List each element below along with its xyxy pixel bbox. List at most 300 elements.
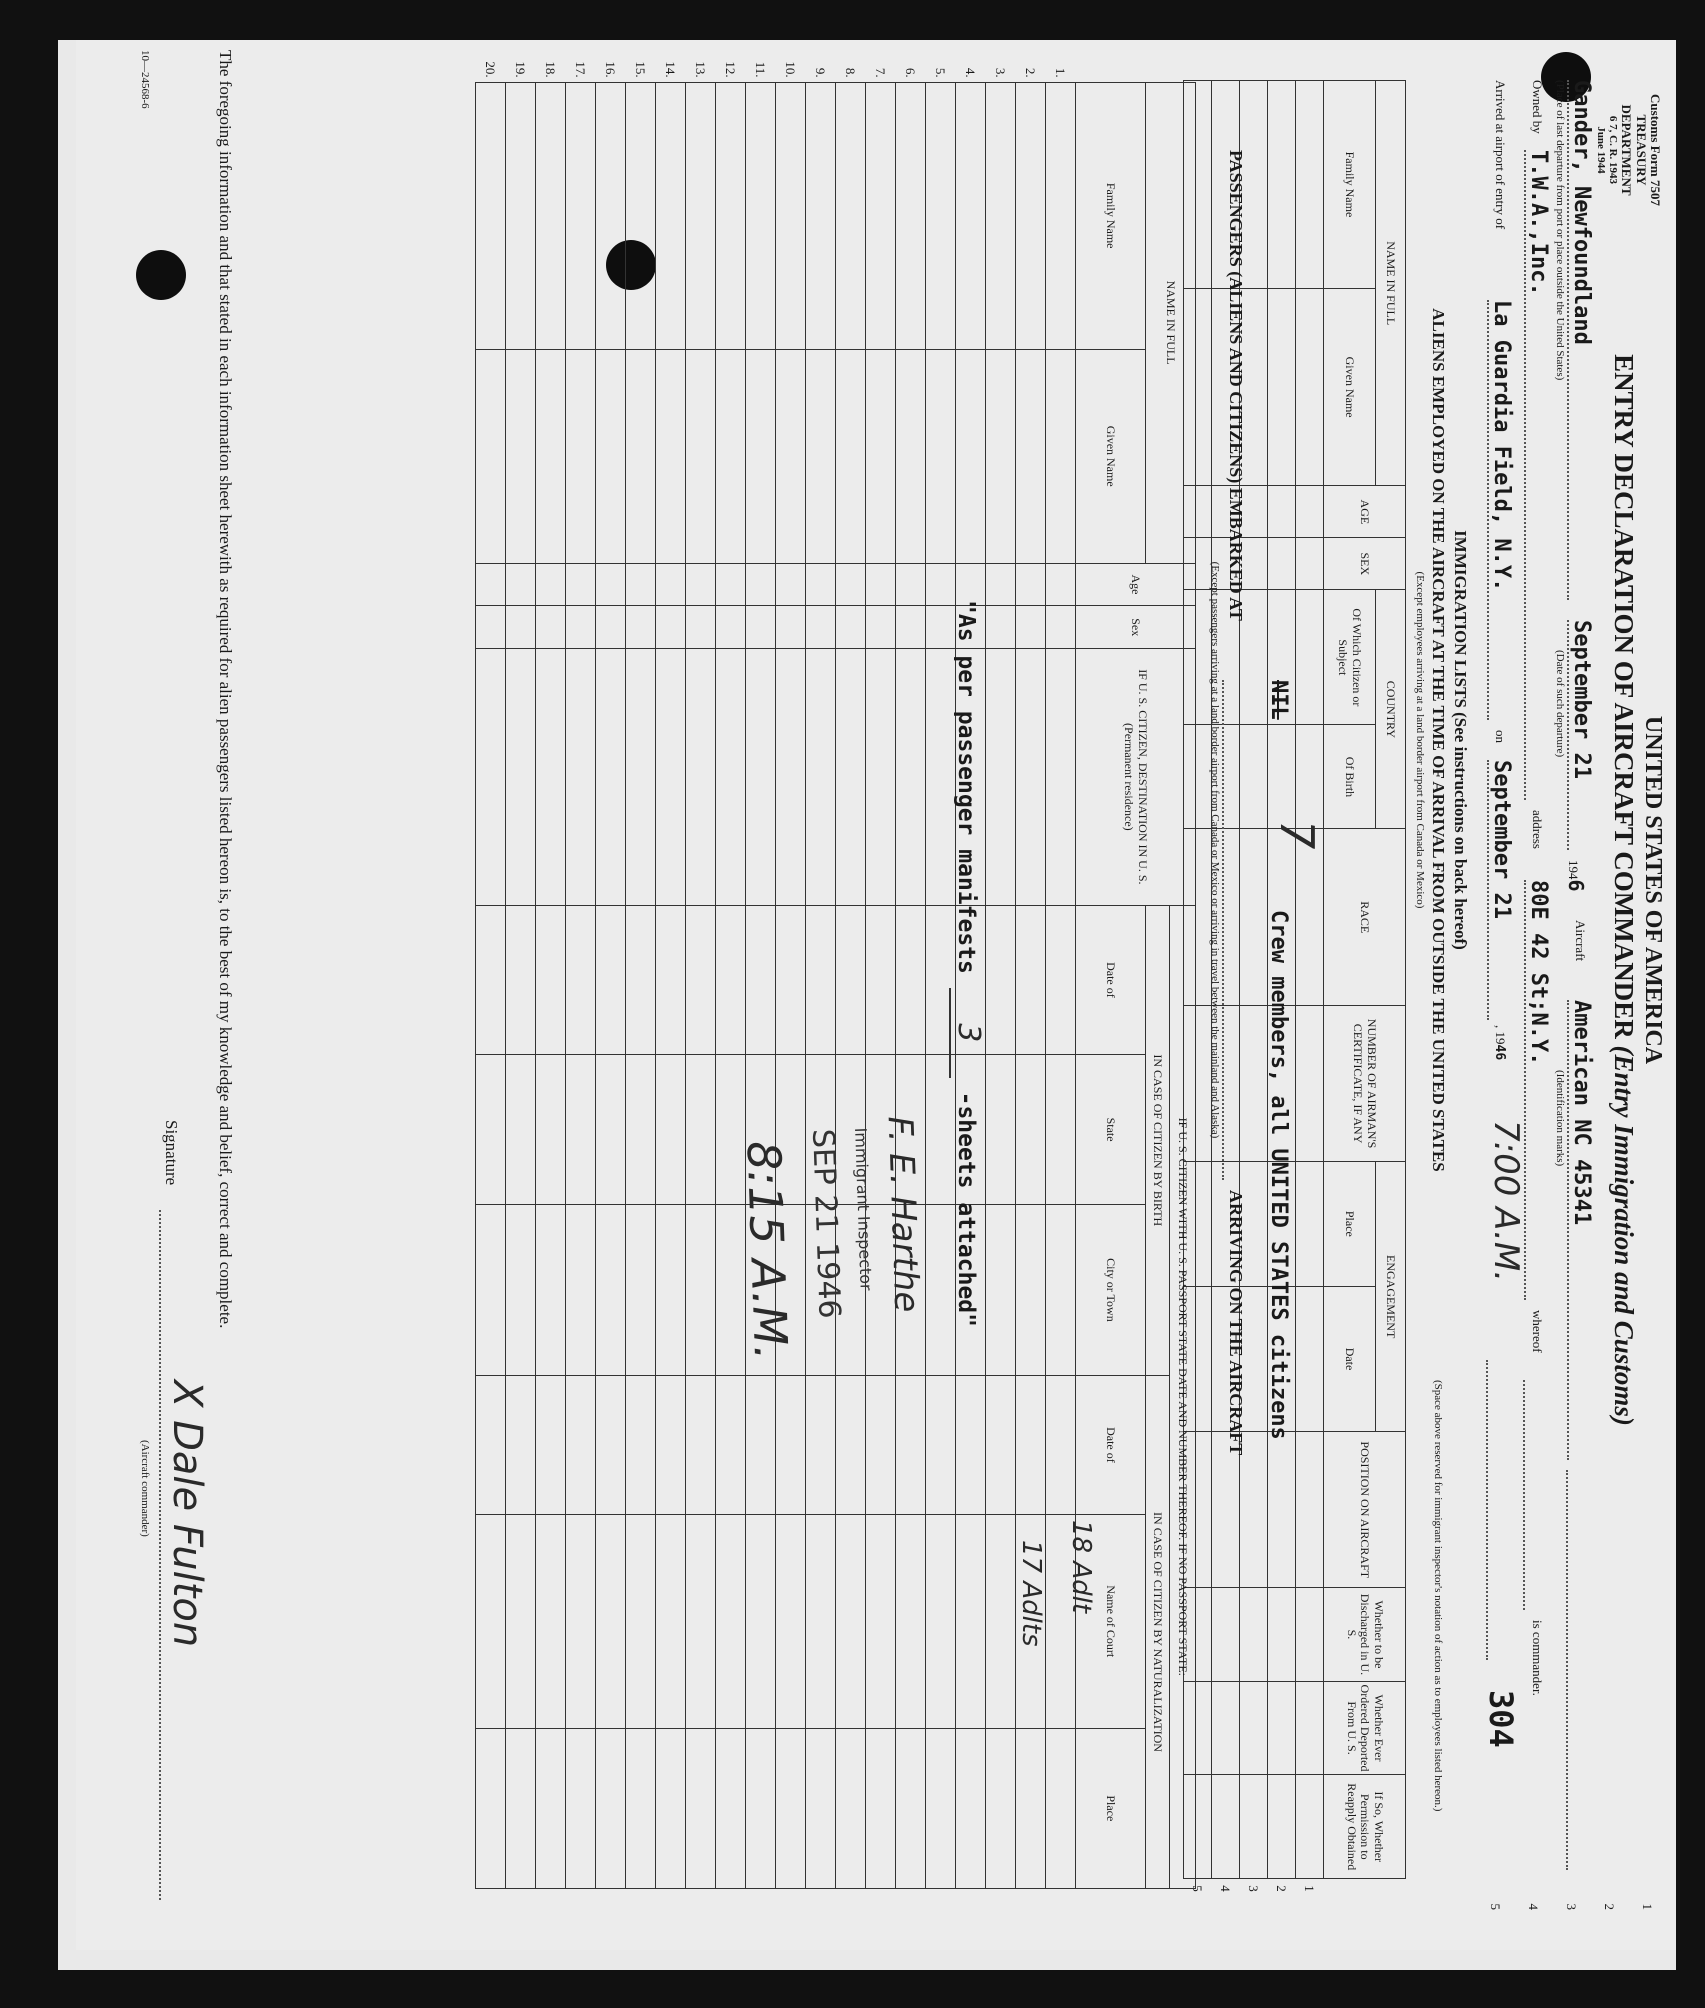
punch-hole	[136, 250, 186, 300]
passenger-row-number: 5.	[926, 50, 956, 82]
passenger-cell	[716, 649, 746, 906]
passenger-cell	[536, 1055, 566, 1205]
title-italic: (Entry Immigration and Customs)	[1609, 1045, 1639, 1426]
department: TREASURY DEPARTMENT	[1619, 104, 1649, 196]
passenger-row-number: 15.	[626, 50, 656, 82]
passenger-cell	[506, 82, 536, 349]
passenger-row-number: 14.	[656, 50, 686, 82]
passenger-cell	[896, 649, 926, 906]
passenger-cell	[476, 1204, 506, 1375]
passenger-cell	[656, 649, 686, 906]
passenger-cell	[536, 1514, 566, 1728]
line-numbers	[1476, 1890, 1666, 1910]
passenger-cell	[686, 905, 716, 1055]
passenger-cell	[536, 1375, 566, 1514]
passenger-cell	[986, 563, 1016, 606]
departure-year-prefix: 194	[1566, 860, 1581, 880]
passenger-cell	[926, 349, 956, 563]
passenger-cell	[956, 1514, 986, 1728]
passenger-cell	[1016, 606, 1046, 649]
passenger-cell	[1016, 1728, 1046, 1888]
passenger-header-age: Age	[1076, 563, 1196, 606]
handwritten-crew-count: 7	[1270, 820, 1324, 850]
crew-header-discharged: Whether to be Discharged in U. S.	[1324, 1588, 1406, 1682]
passenger-cell	[776, 82, 806, 349]
passenger-cell	[656, 905, 686, 1055]
passenger-cell	[626, 1375, 656, 1514]
passenger-cell	[1046, 1728, 1076, 1888]
owner-address: 80E 42 St;N.Y.	[1524, 880, 1551, 1300]
passenger-row-number: 13.	[686, 50, 716, 82]
passenger-cell	[716, 1514, 746, 1728]
passenger-cell	[716, 349, 746, 563]
passenger-cell	[986, 1514, 1016, 1728]
crew-row-number: 4	[1218, 1885, 1234, 1892]
signature-caption: (Aircraft commander)	[139, 1440, 151, 1537]
passenger-cell	[626, 905, 656, 1055]
passenger-cell	[776, 649, 806, 906]
passenger-header-city: City or Town	[1076, 1204, 1146, 1375]
passenger-cell	[1016, 1375, 1046, 1514]
crew-header-engagement-date: Date	[1324, 1286, 1376, 1432]
passenger-header-sex: Sex	[1076, 606, 1196, 649]
passenger-cell	[896, 349, 926, 563]
passenger-cell	[896, 563, 926, 606]
owner-name: T.W.A.,Inc.	[1524, 150, 1551, 800]
passenger-cell	[836, 563, 866, 606]
struck-nil-text: NIL	[1266, 680, 1291, 720]
passenger-cell	[596, 1375, 626, 1514]
passenger-cell	[476, 82, 506, 349]
passenger-typed-overlay	[949, 600, 986, 1327]
passenger-row-number: 3.	[986, 50, 1016, 82]
passenger-cell	[566, 606, 596, 649]
passenger-cell	[566, 1375, 596, 1514]
passenger-cell	[476, 1728, 506, 1888]
passenger-row-number: 20.	[476, 50, 506, 82]
passenger-cell	[806, 563, 836, 606]
passenger-row	[806, 50, 836, 1910]
passenger-row	[686, 50, 716, 1910]
passenger-cell	[986, 905, 1016, 1055]
inspector-stamp	[660, 1116, 932, 1485]
passenger-row	[866, 50, 896, 1910]
passenger-cell	[1016, 1204, 1046, 1375]
passenger-cell	[806, 606, 836, 649]
passenger-cell	[536, 563, 566, 606]
passenger-cell	[1046, 905, 1076, 1055]
passenger-cell	[686, 82, 716, 349]
passenger-cell	[506, 1728, 536, 1888]
passenger-cell	[776, 606, 806, 649]
passenger-cell	[1046, 1204, 1076, 1375]
passenger-cell	[1046, 349, 1076, 563]
passenger-cell	[746, 563, 776, 606]
crew-header-given: Given Name	[1324, 288, 1376, 486]
crew-header-position: POSITION ON AIRCRAFT	[1324, 1432, 1406, 1588]
crew-typed-overlay: Crew members, all UNITED STATES citizens	[1266, 910, 1291, 1440]
passenger-cell	[716, 563, 746, 606]
passenger-cell	[866, 563, 896, 606]
passenger-cell	[686, 1514, 716, 1728]
passenger-cell	[866, 82, 896, 349]
passenger-row-number: 11.	[746, 50, 776, 82]
line-number: 2	[1602, 1903, 1617, 1910]
crew-row-number: 5	[1190, 1885, 1206, 1892]
passenger-header-state: State	[1076, 1055, 1146, 1205]
overlay-end: -sheets attached"	[953, 1091, 979, 1327]
line-blank	[1566, 1470, 1594, 1870]
passenger-cell	[1016, 649, 1046, 906]
passenger-cell	[866, 649, 896, 906]
passenger-cell	[596, 905, 626, 1055]
passenger-cell	[896, 905, 926, 1055]
passenger-cell	[596, 649, 626, 906]
form-identifier	[1595, 80, 1662, 220]
passenger-cell	[626, 606, 656, 649]
passenger-cell	[626, 1204, 656, 1375]
overlay-start: "As per passenger manifests	[953, 600, 979, 974]
form-title	[1608, 240, 1639, 1540]
crew-header-citizen: Of Which Citizen or Subject	[1324, 590, 1376, 725]
passenger-row-number: 17.	[566, 50, 596, 82]
passenger-cell	[716, 82, 746, 349]
passenger-cell	[776, 349, 806, 563]
passenger-row	[746, 50, 776, 1910]
passenger-cell	[746, 349, 776, 563]
passenger-cell	[566, 563, 596, 606]
passenger-cell	[626, 82, 656, 349]
passenger-cell	[506, 1514, 536, 1728]
crew-header-engagement-place: Place	[1324, 1162, 1376, 1287]
line-number: 1	[1640, 1903, 1655, 1910]
print-code: 10—24568-6	[139, 50, 151, 109]
passenger-row	[596, 50, 626, 1910]
cfr-reference: 6 7, C. R. 1943	[1607, 115, 1620, 185]
handwritten-totals-second: 17 Adlts	[1016, 1540, 1046, 1647]
passenger-row	[836, 50, 866, 1910]
passenger-row	[716, 50, 746, 1910]
passenger-cell	[836, 905, 866, 1055]
passenger-cell	[656, 606, 686, 649]
passenger-row-number: 1.	[1046, 50, 1076, 82]
passenger-cell	[746, 1514, 776, 1728]
passenger-cell	[866, 606, 896, 649]
passenger-cell	[806, 82, 836, 349]
passenger-cell	[866, 905, 896, 1055]
passenger-cell	[896, 82, 926, 349]
passenger-cell	[536, 606, 566, 649]
aircraft-marks: American NC 45341	[1567, 1000, 1594, 1460]
passenger-row-number: 2.	[1016, 50, 1046, 82]
arrival-year	[1492, 1025, 1508, 1060]
passenger-cell	[536, 649, 566, 906]
passenger-cell	[626, 1728, 656, 1888]
passenger-cell	[506, 1055, 536, 1205]
crew-header-airman: NUMBER OF AIRMAN'S CERTIFICATE, IF ANY	[1324, 1006, 1406, 1162]
country-heading: UNITED STATES OF AMERICA	[1640, 715, 1666, 1065]
handwritten-totals: 18 Adlt	[1066, 1520, 1096, 1614]
passenger-cell	[506, 563, 536, 606]
passenger-cell	[656, 349, 686, 563]
crew-header-age: AGE	[1324, 486, 1406, 538]
declaration: The foregoing information and that stated in each information sheet herewith as required for alien passengers listed hereon is, to the best of my knowledge and belief, correct and complete.	[216, 50, 235, 1329]
crew-header-name: NAME IN FULL	[1376, 81, 1406, 486]
passenger-title-left: PASSENGERS (ALIENS AND CITIZENS) EMBARKED AT	[1226, 150, 1246, 621]
passenger-note: (Except passengers arriving at a land border airport from Canada or Mexico or arriving in travel between the mainland and Alaska)	[1209, 561, 1221, 1139]
passenger-header-given: Given Name	[1076, 349, 1146, 563]
arrival-on-label: on	[1493, 730, 1508, 743]
passenger-cell	[986, 606, 1016, 649]
passenger-cell	[806, 349, 836, 563]
passenger-row-number: 8.	[836, 50, 866, 82]
passenger-cell	[986, 1375, 1016, 1514]
passenger-header-naturalization-date: Date of	[1076, 1375, 1146, 1514]
crew-row-number: 1	[1302, 1885, 1318, 1892]
passenger-cell	[716, 606, 746, 649]
passenger-row	[896, 50, 926, 1910]
handwritten-sheet-count: 3	[949, 988, 986, 1078]
crew-header-birth: Of Birth	[1324, 725, 1376, 829]
passenger-cell	[506, 905, 536, 1055]
immigration-subtitle: ALIENS EMPLOYED ON THE AIRCRAFT AT THE TIME OF ARRIVAL FROM OUTSIDE THE UNITED STATES	[1429, 308, 1448, 1172]
passenger-cell	[746, 649, 776, 906]
passenger-row	[476, 50, 506, 1910]
passenger-cell	[806, 1728, 836, 1888]
passenger-header-by-naturalization: IN CASE OF CITIZEN BY NATURALIZATION	[1146, 1375, 1170, 1888]
reserved-note: (Space above reserved for immigrant inspector's notation of action as to employees listed hereon.)	[1432, 1380, 1444, 1812]
passenger-cell	[596, 563, 626, 606]
address-label: address	[1530, 810, 1545, 849]
passenger-cell	[596, 1514, 626, 1728]
crew-header-family: Family Name	[1324, 81, 1376, 289]
passenger-row	[626, 50, 656, 1910]
passenger-cell	[1046, 1055, 1076, 1205]
passenger-cell	[656, 1514, 686, 1728]
arrival-year-value: 46	[1492, 1044, 1507, 1061]
crew-header-country: COUNTRY	[1376, 590, 1406, 829]
passenger-row	[656, 50, 686, 1910]
aircraft-label: Aircraft	[1573, 920, 1588, 962]
passenger-cell	[476, 606, 506, 649]
departure-date: September 21	[1567, 620, 1594, 850]
passenger-cell	[476, 1514, 506, 1728]
passenger-cell	[986, 1728, 1016, 1888]
passenger-cell	[596, 1055, 626, 1205]
passenger-cell	[656, 563, 686, 606]
passenger-row-number: 7.	[866, 50, 896, 82]
passenger-cell	[686, 1728, 716, 1888]
passenger-cell	[566, 1055, 596, 1205]
crew-row-number: 2	[1274, 1885, 1290, 1892]
passenger-cell	[506, 1204, 536, 1375]
passenger-cell	[986, 82, 1016, 349]
crew-header-sex: SEX	[1324, 538, 1406, 590]
arrival-line	[1478, 80, 1526, 1880]
passenger-cell	[986, 649, 1016, 906]
passenger-cell	[506, 1375, 536, 1514]
crew-header-deported: Whether Ever Ordered Deported From U. S.	[1324, 1681, 1406, 1775]
passenger-cell	[476, 649, 506, 906]
departure-place-caption: (Place of last departure from port or place outside the United States)	[1554, 80, 1566, 381]
passenger-cell	[746, 905, 776, 1055]
passenger-cell	[986, 1055, 1016, 1205]
passenger-cell	[566, 82, 596, 349]
title-main: ENTRY DECLARATION OF AIRCRAFT COMMANDER	[1609, 354, 1639, 1039]
passenger-row	[776, 50, 806, 1910]
passenger-cell	[626, 649, 656, 906]
passenger-row-number: 18.	[536, 50, 566, 82]
passenger-table	[475, 50, 1196, 1910]
embarked-blank	[1222, 680, 1246, 1180]
form-date: June 1944	[1595, 126, 1608, 174]
passenger-cell	[986, 349, 1016, 563]
passenger-cell	[836, 606, 866, 649]
passenger-cell	[566, 649, 596, 906]
passenger-row-number: 12.	[716, 50, 746, 82]
passenger-cell	[926, 1514, 956, 1728]
passenger-header-place: Place	[1076, 1728, 1146, 1888]
stamp-date: SEP 21 1946	[805, 1128, 847, 1320]
arrival-year-prefix: , 19	[1493, 1025, 1508, 1045]
whereof-label: whereof	[1530, 1310, 1545, 1353]
passenger-cell	[656, 1728, 686, 1888]
passenger-cell	[866, 349, 896, 563]
passenger-row-number: 19.	[506, 50, 536, 82]
passenger-cell	[1016, 82, 1046, 349]
passenger-cell	[506, 606, 536, 649]
passenger-cell	[1046, 606, 1076, 649]
immigration-note: (Except employees arriving at a land border airport from Canada or Mexico)	[1414, 571, 1426, 909]
line-number: 4	[1526, 1903, 1541, 1910]
line-number: 3	[1564, 1903, 1579, 1910]
crew-header-permission: If So, Whether Permission to Reapply Obtained	[1324, 1775, 1406, 1879]
arrival-airport: La Guardia Field, N.Y.	[1487, 300, 1514, 720]
aircraft-marks-caption: (Identification marks)	[1554, 1070, 1566, 1167]
stamp-time: 8:15 A.M.	[736, 1140, 799, 1362]
passenger-header-birth-date: Date of	[1076, 905, 1146, 1055]
passenger-cell	[746, 606, 776, 649]
owner-line	[1517, 80, 1551, 1880]
departure-place: Gander, Newfoundland	[1567, 80, 1594, 600]
passenger-cell	[596, 349, 626, 563]
passenger-header-name: NAME IN FULL	[1146, 82, 1196, 563]
passenger-cell	[566, 905, 596, 1055]
passenger-cell	[596, 1728, 626, 1888]
passenger-cell	[1046, 1375, 1076, 1514]
passenger-cell	[716, 1728, 746, 1888]
passenger-cell	[746, 1728, 776, 1888]
crew-row-number: 3	[1246, 1885, 1262, 1892]
passenger-cell	[866, 1514, 896, 1728]
passenger-cell	[476, 905, 506, 1055]
passenger-cell	[566, 1728, 596, 1888]
passenger-cell	[806, 649, 836, 906]
passenger-cell	[896, 1514, 926, 1728]
passenger-cell	[1046, 649, 1076, 906]
arrival-label: Arrived at airport of entry of	[1493, 80, 1508, 230]
passenger-cell	[806, 905, 836, 1055]
passenger-cell	[776, 1514, 806, 1728]
inspector-initials: F. E. Harthe	[879, 1115, 927, 1313]
signature-label: Signature	[162, 1120, 181, 1186]
passenger-cell	[1046, 563, 1076, 606]
departure-year	[1564, 860, 1588, 892]
passenger-cell	[956, 82, 986, 349]
passenger-row	[986, 50, 1016, 1910]
passenger-header-court: Name of Court	[1076, 1514, 1146, 1728]
passenger-row-number: 9.	[806, 50, 836, 82]
passenger-cell	[776, 1728, 806, 1888]
passenger-row	[506, 50, 536, 1910]
passenger-cell	[836, 82, 866, 349]
passenger-cell	[836, 649, 866, 906]
passenger-cell	[836, 349, 866, 563]
passenger-cell	[596, 606, 626, 649]
passenger-cell	[566, 1514, 596, 1728]
passenger-cell	[506, 649, 536, 906]
passenger-cell	[896, 1728, 926, 1888]
passenger-cell	[536, 82, 566, 349]
entry-declaration-form	[76, 40, 1676, 1950]
passenger-cell	[1016, 1055, 1046, 1205]
passenger-cell	[506, 349, 536, 563]
immigration-title: IMMIGRATION LISTS (See instructions on back hereof)	[1451, 530, 1470, 950]
sheet-number: 304	[1482, 1690, 1520, 1748]
passenger-title-right: ARRIVING ON THE AIRCRAFT	[1226, 1190, 1246, 1456]
passenger-cell	[476, 1375, 506, 1514]
passenger-row-number: 10.	[776, 50, 806, 82]
passenger-cell	[926, 1728, 956, 1888]
passenger-cell	[986, 1204, 1016, 1375]
passenger-cell	[476, 1055, 506, 1205]
passenger-cell	[596, 82, 626, 349]
passenger-cell	[956, 1375, 986, 1514]
passenger-cell	[686, 563, 716, 606]
passenger-cell	[836, 1728, 866, 1888]
owner-label: Owned by	[1530, 80, 1545, 134]
crew-row	[1296, 81, 1324, 1911]
passenger-cell	[626, 563, 656, 606]
passenger-cell	[896, 606, 926, 649]
passenger-header-passport: IF U. S. CITIZEN WITH U. S. PASSPORT STATE DATE AND NUMBER THEREOF. IF NO PASSPORT STATE:	[1170, 905, 1196, 1888]
passenger-cell	[686, 649, 716, 906]
passenger-cell	[956, 349, 986, 563]
passenger-cell	[1016, 563, 1046, 606]
passenger-cell	[626, 349, 656, 563]
passenger-cell	[866, 1728, 896, 1888]
passenger-row	[1046, 50, 1076, 1910]
passenger-cell	[536, 349, 566, 563]
crew-header-race: RACE	[1324, 829, 1406, 1006]
passenger-cell	[536, 1728, 566, 1888]
passenger-header-destination: IF U. S. CITIZEN, DESTINATION IN U. S. (Permanent residence)	[1076, 649, 1196, 906]
passenger-row	[536, 50, 566, 1910]
passenger-cell	[956, 1728, 986, 1888]
number-blank	[1486, 1360, 1514, 1660]
passenger-cell	[1046, 82, 1076, 349]
departure-year-digit: 6	[1564, 879, 1588, 892]
passenger-row	[566, 50, 596, 1910]
commander-signature: X Dale Fulton	[164, 1380, 210, 1648]
passenger-cell	[536, 1204, 566, 1375]
form-number: Customs Form 7507	[1648, 94, 1663, 206]
arrival-date: September 21	[1487, 760, 1514, 1020]
inspector-role: Immigrant Inspector	[851, 1127, 876, 1291]
passenger-row-number: 4.	[956, 50, 986, 82]
arrival-time-handwritten: 7:00 A.M.	[1486, 1120, 1526, 1282]
passenger-cell	[836, 1514, 866, 1728]
